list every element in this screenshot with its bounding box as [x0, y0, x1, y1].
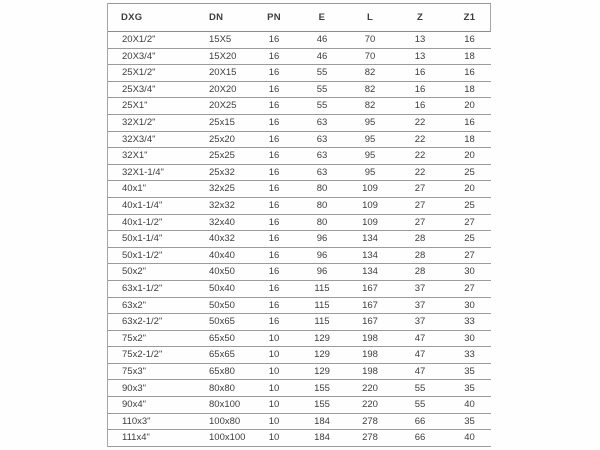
- table-cell: 95: [364, 166, 376, 178]
- table-cell: 35: [464, 415, 475, 427]
- table-cell: 66: [414, 415, 426, 427]
- table-cell: 40x32: [209, 233, 235, 245]
- table-cell: 198: [362, 349, 378, 361]
- table-cell: 22: [414, 117, 426, 129]
- table-cell: 70: [364, 34, 376, 46]
- table-row: [108, 314, 491, 331]
- table-cell: 50x2": [122, 266, 146, 278]
- table-cell: 80x100: [209, 399, 241, 411]
- table-row: [108, 248, 491, 265]
- table-row: [108, 397, 491, 414]
- table-cell: 129: [314, 365, 330, 377]
- table-cell: 109: [362, 183, 378, 195]
- table-cell: 47: [414, 365, 426, 377]
- table-cell: 27: [414, 199, 426, 211]
- table-cell: 184: [314, 415, 330, 427]
- table-cell: 16: [268, 249, 280, 261]
- table-row: [108, 181, 491, 198]
- table-row: [108, 414, 491, 431]
- table-row: [108, 98, 491, 115]
- table-cell: 95: [364, 150, 376, 162]
- table-cell: 25x25: [209, 150, 235, 162]
- table-cell: 35: [464, 365, 475, 377]
- table-cell: 63: [316, 133, 328, 145]
- table-cell: 37: [414, 299, 426, 311]
- table-cell: 80x80: [209, 382, 235, 394]
- table-cell: 10: [268, 382, 280, 394]
- table-cell: 10: [268, 349, 280, 361]
- table-cell: 10: [268, 415, 280, 427]
- table-cell: 80: [316, 183, 328, 195]
- table-cell: 82: [364, 100, 376, 112]
- column-header-dn: DN: [209, 11, 224, 23]
- table-cell: 96: [316, 249, 328, 261]
- column-header-pn: PN: [267, 11, 281, 23]
- table-cell: 47: [414, 349, 426, 361]
- table-cell: 16: [268, 133, 280, 145]
- table-cell: 15X5: [209, 34, 232, 46]
- table-cell: 70: [364, 50, 376, 62]
- table-cell: 63: [316, 150, 328, 162]
- table-row: [108, 49, 491, 66]
- table-cell: 20: [464, 150, 475, 162]
- table-cell: 220: [362, 399, 378, 411]
- table-cell: 50x65: [209, 316, 235, 328]
- table-cell: 95: [364, 117, 376, 129]
- table-cell: 32x25: [209, 183, 235, 195]
- table-cell: 55: [316, 100, 328, 112]
- table-cell: 65x80: [209, 365, 235, 377]
- table-cell: 82: [364, 83, 376, 95]
- table-cell: 198: [362, 365, 378, 377]
- table-cell: 75x2-1/2": [122, 349, 163, 361]
- table-cell: 115: [314, 299, 330, 311]
- table-cell: 16: [268, 199, 280, 211]
- table-cell: 129: [314, 332, 330, 344]
- table-cell: 90x3": [122, 382, 146, 394]
- table-cell: 63: [316, 166, 328, 178]
- table-row: [108, 148, 491, 165]
- table-cell: 32X1": [122, 150, 148, 162]
- column-header-l: L: [366, 11, 374, 23]
- table-cell: 16: [268, 166, 280, 178]
- table-cell: 27: [414, 183, 426, 195]
- table-header-row: [108, 4, 491, 32]
- table-cell: 110x3": [122, 415, 151, 427]
- table-row: [108, 331, 491, 348]
- table-cell: 10: [268, 399, 280, 411]
- table-row: [108, 430, 491, 447]
- table-cell: 20X3/4": [122, 50, 156, 62]
- table-cell: 80: [316, 199, 328, 211]
- table-cell: 134: [362, 266, 378, 278]
- table-cell: 10: [268, 365, 280, 377]
- table-cell: 66: [414, 432, 426, 444]
- table-cell: 37: [414, 282, 426, 294]
- table-cell: 16: [464, 34, 475, 46]
- table-cell: 50x40: [209, 282, 235, 294]
- table-cell: 25X1": [122, 100, 148, 112]
- table-cell: 22: [414, 150, 426, 162]
- table-cell: 220: [362, 382, 378, 394]
- table-cell: 111x4": [122, 432, 150, 444]
- table-cell: 65x50: [209, 332, 235, 344]
- table-cell: 27: [464, 249, 475, 261]
- table-cell: 20X1/2": [122, 34, 156, 46]
- table-cell: 20X20: [209, 83, 237, 95]
- table-row: [108, 32, 491, 49]
- table-cell: 27: [414, 216, 426, 228]
- table-cell: 16: [268, 299, 280, 311]
- table-cell: 96: [316, 266, 328, 278]
- table-cell: 278: [362, 415, 378, 427]
- table-cell: 30: [464, 266, 475, 278]
- table-cell: 16: [268, 50, 280, 62]
- table-cell: 15X20: [209, 50, 237, 62]
- table-cell: 27: [464, 216, 475, 228]
- table-cell: 16: [268, 117, 280, 129]
- table-cell: 75x2": [122, 332, 146, 344]
- table-cell: 32X1/2": [122, 117, 156, 129]
- table-cell: 167: [362, 299, 378, 311]
- table-cell: 167: [362, 316, 378, 328]
- table-cell: 25x32: [209, 166, 235, 178]
- table-cell: 40x50: [209, 266, 235, 278]
- table-cell: 40x1": [122, 183, 146, 195]
- table-cell: 109: [362, 199, 378, 211]
- table-cell: 16: [268, 266, 280, 278]
- table-cell: 32X3/4": [122, 133, 156, 145]
- table-cell: 65x65: [209, 349, 235, 361]
- table-cell: 16: [414, 67, 426, 79]
- table-cell: 27: [464, 282, 475, 294]
- table-cell: 115: [314, 282, 330, 294]
- table-cell: 134: [362, 249, 378, 261]
- table-cell: 50x1-1/2": [122, 249, 163, 261]
- table-row: [108, 65, 491, 82]
- table-cell: 10: [268, 432, 280, 444]
- table-cell: 20: [464, 100, 475, 112]
- table-cell: 40x1-1/4": [122, 199, 163, 211]
- table-cell: 16: [268, 83, 280, 95]
- table-cell: 16: [268, 233, 280, 245]
- table-cell: 63x2-1/2": [122, 316, 163, 328]
- table-cell: 22: [414, 133, 426, 145]
- table-row: [108, 298, 491, 315]
- table-row: [108, 198, 491, 215]
- table-row: [108, 215, 491, 232]
- column-header-e: E: [318, 11, 326, 23]
- column-header-z: Z: [416, 11, 424, 23]
- table-cell: 16: [414, 100, 426, 112]
- table-cell: 16: [268, 100, 280, 112]
- table-cell: 25: [464, 166, 475, 178]
- table-cell: 95: [364, 133, 376, 145]
- table-cell: 75x3": [122, 365, 146, 377]
- table-cell: 96: [316, 233, 328, 245]
- table-cell: 16: [268, 282, 280, 294]
- table-cell: 167: [362, 282, 378, 294]
- table-row: [108, 380, 491, 397]
- table-cell: 55: [414, 382, 426, 394]
- table-cell: 35: [464, 382, 475, 394]
- table-cell: 55: [316, 83, 328, 95]
- table-cell: 129: [314, 349, 330, 361]
- table-cell: 13: [414, 34, 426, 46]
- table-cell: 16: [268, 183, 280, 195]
- table-row: [108, 165, 491, 182]
- table-cell: 40: [464, 399, 475, 411]
- table-cell: 16: [268, 34, 280, 46]
- table-cell: 25X1/2": [122, 67, 156, 79]
- table-cell: 16: [268, 150, 280, 162]
- table-cell: 22: [414, 166, 426, 178]
- table-cell: 155: [314, 382, 330, 394]
- table-cell: 30: [464, 299, 475, 311]
- table-cell: 16: [268, 67, 280, 79]
- table-cell: 28: [414, 233, 426, 245]
- table-cell: 100x100: [209, 432, 246, 444]
- table-row: [108, 281, 491, 298]
- table-cell: 32X1-1/4": [122, 166, 164, 178]
- table-cell: 37: [414, 316, 426, 328]
- table-cell: 16: [268, 216, 280, 228]
- table-cell: 40x1-1/2": [122, 216, 163, 228]
- table-cell: 50x1-1/4": [122, 233, 163, 245]
- table-cell: 134: [362, 233, 378, 245]
- table-cell: 28: [414, 266, 426, 278]
- table-cell: 18: [464, 83, 475, 95]
- table-cell: 16: [268, 316, 280, 328]
- table-cell: 16: [414, 83, 426, 95]
- table-cell: 20X25: [209, 100, 237, 112]
- table-cell: 63x2": [122, 299, 146, 311]
- table-cell: 18: [464, 133, 475, 145]
- table-cell: 90x4": [122, 399, 146, 411]
- table-cell: 16: [464, 117, 475, 129]
- table-cell: 46: [316, 50, 328, 62]
- table-cell: 25X3/4": [122, 83, 156, 95]
- table-cell: 28: [414, 249, 426, 261]
- table-cell: 33: [464, 349, 475, 361]
- table-cell: 55: [414, 399, 426, 411]
- table-row: [108, 132, 491, 149]
- column-header-z1: Z1: [463, 11, 476, 23]
- table-cell: 47: [414, 332, 426, 344]
- table-cell: 63: [316, 117, 328, 129]
- table-cell: 55: [316, 67, 328, 79]
- table-cell: 198: [362, 332, 378, 344]
- table-cell: 18: [464, 50, 475, 62]
- table-cell: 25: [464, 199, 475, 211]
- table-cell: 32x40: [209, 216, 235, 228]
- table-cell: 32x32: [209, 199, 235, 211]
- table-cell: 80: [316, 216, 328, 228]
- table-row: [108, 231, 491, 248]
- table-row: [108, 347, 491, 364]
- table-row: [108, 364, 491, 381]
- table-cell: 30: [464, 332, 475, 344]
- table-cell: 40: [464, 432, 475, 444]
- table-cell: 115: [314, 316, 330, 328]
- column-header-dxg: DXG: [121, 11, 143, 23]
- table-cell: 109: [362, 216, 378, 228]
- table-cell: 10: [268, 332, 280, 344]
- table-cell: 82: [364, 67, 376, 79]
- table-cell: 33: [464, 316, 475, 328]
- table-cell: 20X15: [209, 67, 237, 79]
- table-cell: 46: [316, 34, 328, 46]
- table-cell: 20: [464, 183, 475, 195]
- spec-table: [107, 3, 491, 447]
- table-cell: 25x15: [209, 117, 235, 129]
- table-cell: 63x1-1/2": [122, 282, 163, 294]
- table-body: [108, 32, 491, 447]
- table-cell: 50x50: [209, 299, 235, 311]
- table-cell: 25x20: [209, 133, 235, 145]
- table-cell: 184: [314, 432, 330, 444]
- table-row: [108, 115, 491, 132]
- table-cell: 16: [464, 67, 475, 79]
- table-cell: 25: [464, 233, 475, 245]
- table-row: [108, 82, 491, 99]
- table-row: [108, 264, 491, 281]
- table-cell: 100x80: [209, 415, 241, 427]
- table-cell: 13: [414, 50, 426, 62]
- table-cell: 278: [362, 432, 378, 444]
- table-cell: 40x40: [209, 249, 235, 261]
- table-cell: 155: [314, 399, 330, 411]
